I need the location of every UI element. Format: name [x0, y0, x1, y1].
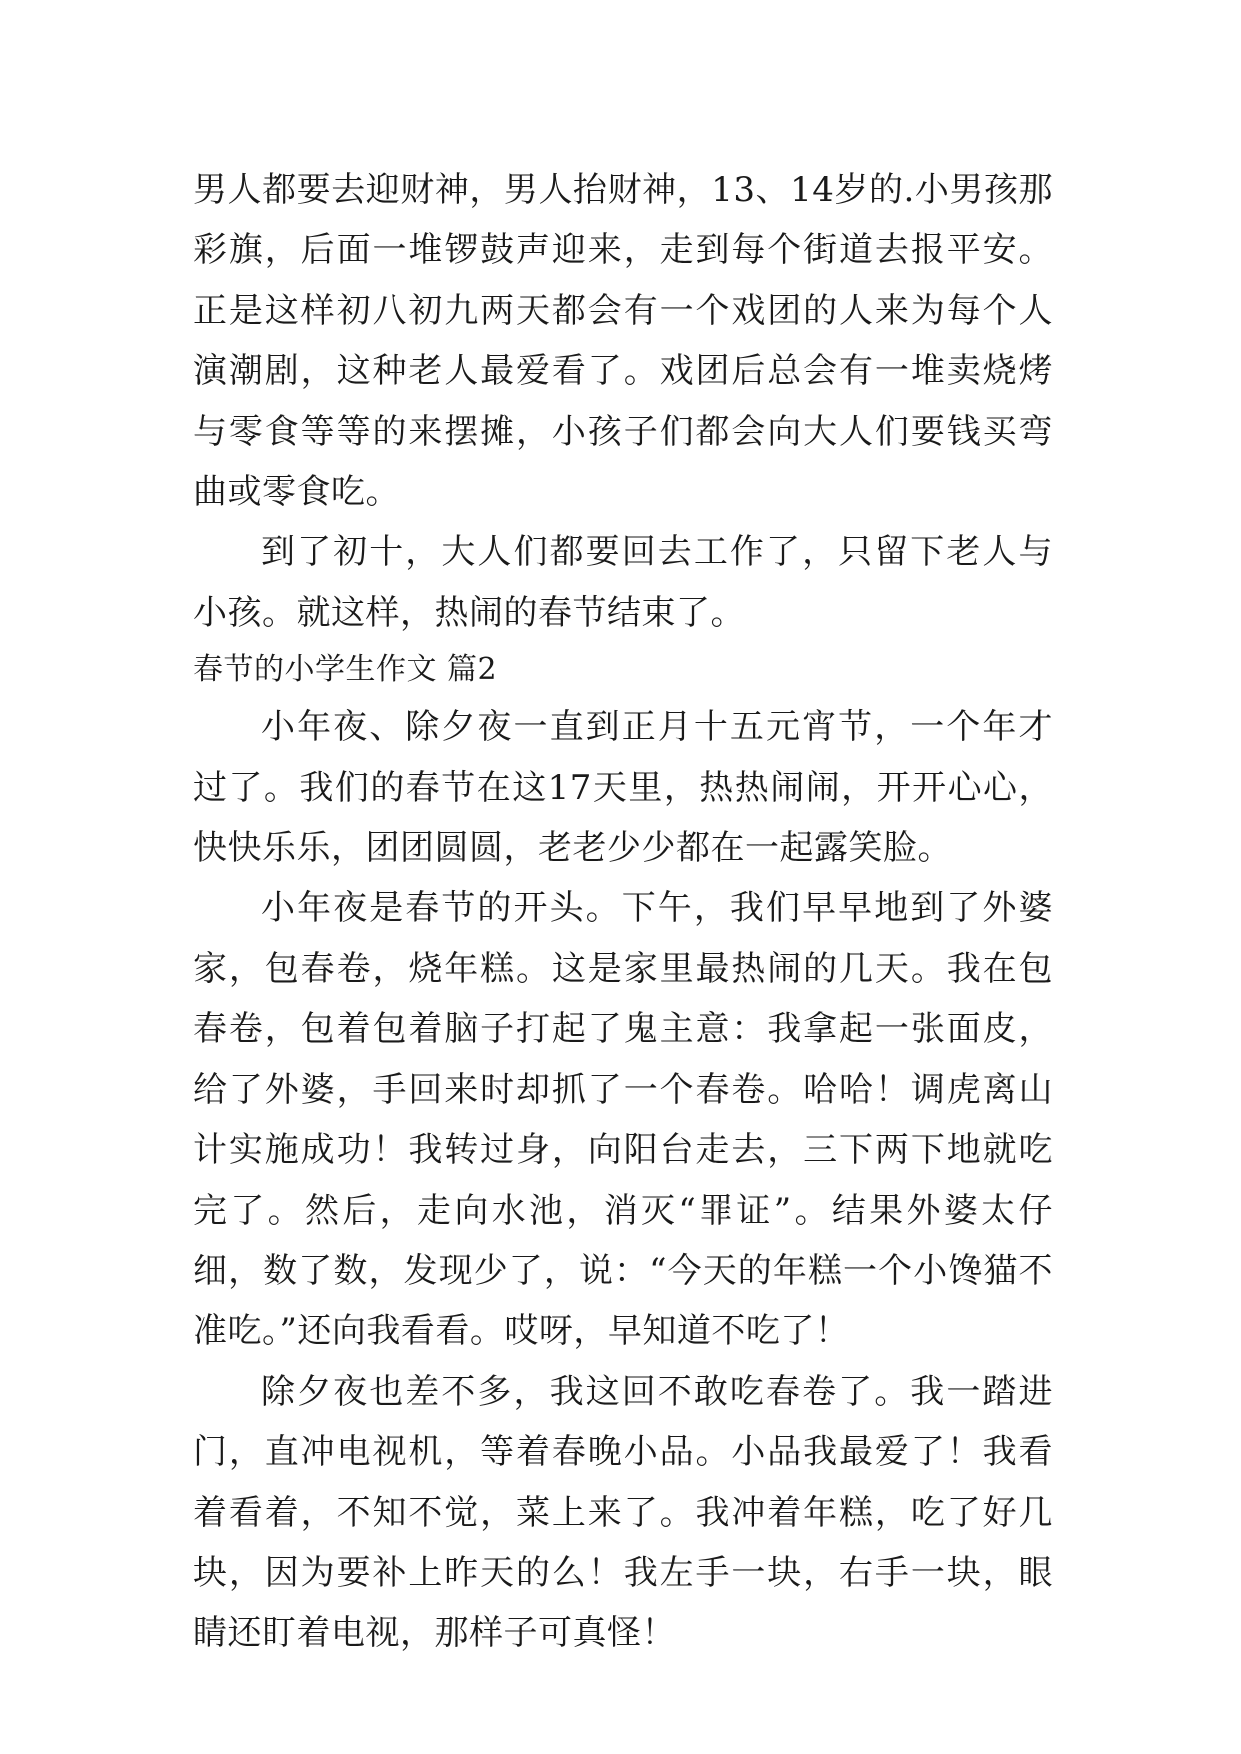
paragraph-3: 小年夜、除夕夜一直到正月十五元宵节，一个年才过了。我们的春节在这17天里，热热闹闹，开开心心，快快乐乐，团团圆圆，老老少少都在一起露笑脸。 — [193, 707, 1053, 869]
paragraph-5: 除夕夜也差不多，我这回不敢吃春卷了。我一踏进门，直冲电视机，等着春晚小品。小品我最爱了！我看着看着，不知不觉，菜上来了。我冲着年糕，吃了好几块，因为要补上昨天的么！我左手一块，右手一块，眼睛还盯着电视，那样子可真怪！ — [193, 1371, 1053, 1654]
paragraph-2: 到了初十，大人们都要回去工作了，只留下老人与小孩。就这样，热闹的春节结束了。 — [193, 532, 1053, 633]
document-body — [193, 160, 1053, 1664]
paragraph-4: 小年夜是春节的开头。下午，我们早早地到了外婆家，包春卷，烧年糕。这是家里最热闹的几天。我在包春卷，包着包着脑子打起了鬼主意：我拿起一张面皮，给了外婆，手回来时却抓了一个春卷。哈哈！调虎离山计实施成功！我转过身，向阳台走去，三下两下地就吃完了。然后，走向水池，消灭“罪证”。结果外婆太仔细，数了数，发现少了，说：“今天的年糕一个小馋猫不准吃。”还向我看看。哎呀，早知道不吃了！ — [193, 888, 1053, 1352]
paragraph-1: 男人都要去迎财神，男人抬财神，13、14岁的.小男孩那彩旗，后面一堆锣鼓声迎来，走到每个街道去报平安。正是这样初八初九两天都会有一个戏团的人来为每个人演潮剧，这种老人最爱看了。戏团后总会有一堆卖烧烤与零食等等的来摆摊，小孩子们都会向大人们要钱买弯曲或零食吃。 — [193, 170, 1053, 513]
essay-heading: 春节的小学生作文 篇2 — [193, 652, 498, 688]
